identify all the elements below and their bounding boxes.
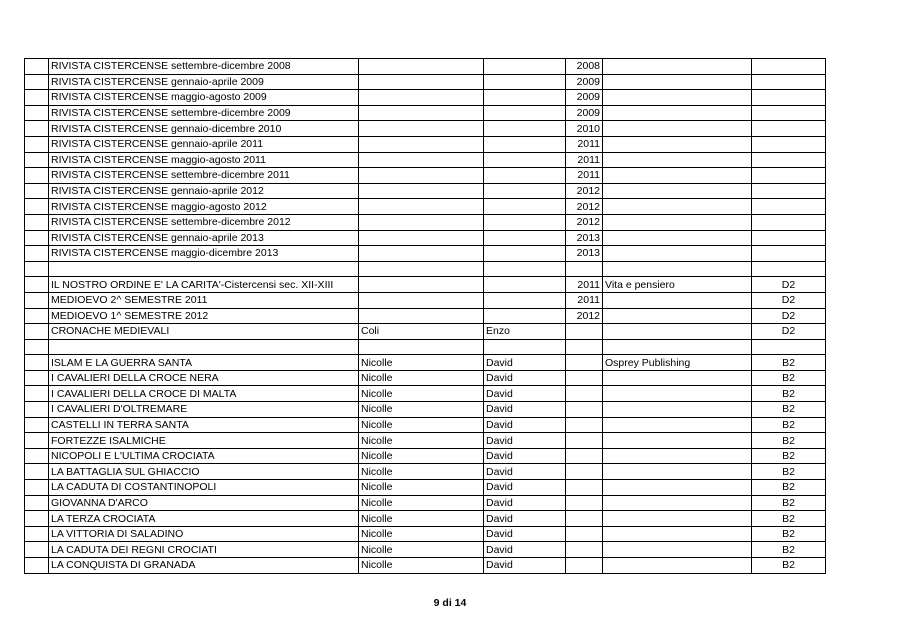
year-cell: 2011 — [566, 136, 603, 152]
title-cell: RIVISTA CISTERCENSE gennaio-aprile 2011 — [49, 136, 359, 152]
table-row — [25, 199, 826, 215]
location-cell: D2 — [752, 292, 826, 308]
publisher-cell — [603, 59, 752, 75]
year-cell: 2010 — [566, 121, 603, 137]
author-last-cell: Nicolle — [359, 495, 484, 511]
table-row — [25, 121, 826, 137]
author-first-cell — [484, 152, 566, 168]
author-first-cell: David — [484, 417, 566, 433]
title-cell: IL NOSTRO ORDINE E' LA CARITA'-Cistercensi sec. XII-XIII — [49, 277, 359, 293]
author-last-cell — [359, 105, 484, 121]
author-last-cell — [359, 230, 484, 246]
row-marker-cell — [25, 495, 49, 511]
year-cell: 2011 — [566, 168, 603, 184]
row-marker-cell — [25, 136, 49, 152]
table-row — [25, 230, 826, 246]
row-marker-cell — [25, 417, 49, 433]
author-first-cell — [484, 261, 566, 277]
publisher-cell — [603, 246, 752, 262]
title-cell: RIVISTA CISTERCENSE settembre-dicembre 2011 — [49, 168, 359, 184]
location-cell: B2 — [752, 542, 826, 558]
row-marker-cell — [25, 90, 49, 106]
year-cell — [566, 417, 603, 433]
row-marker-cell — [25, 542, 49, 558]
author-first-cell: David — [484, 480, 566, 496]
title-cell: MEDIOEVO 1^ SEMESTRE 2012 — [49, 308, 359, 324]
location-cell: D2 — [752, 324, 826, 340]
author-first-cell — [484, 308, 566, 324]
year-cell — [566, 324, 603, 340]
table-row — [25, 386, 826, 402]
table-row — [25, 292, 826, 308]
year-cell — [566, 355, 603, 371]
year-cell — [566, 464, 603, 480]
year-cell — [566, 370, 603, 386]
year-cell: 2013 — [566, 230, 603, 246]
author-last-cell — [359, 199, 484, 215]
publisher-cell — [603, 448, 752, 464]
location-cell: B2 — [752, 370, 826, 386]
year-cell: 2009 — [566, 105, 603, 121]
table-row — [25, 339, 826, 355]
author-last-cell — [359, 152, 484, 168]
table-row — [25, 542, 826, 558]
table-row — [25, 152, 826, 168]
publisher-cell — [603, 339, 752, 355]
row-marker-cell — [25, 433, 49, 449]
title-cell: RIVISTA CISTERCENSE maggio-dicembre 2013 — [49, 246, 359, 262]
author-last-cell: Nicolle — [359, 402, 484, 418]
location-cell: B2 — [752, 448, 826, 464]
table-row — [25, 90, 826, 106]
publisher-cell — [603, 292, 752, 308]
location-cell — [752, 214, 826, 230]
author-last-cell — [359, 74, 484, 90]
table-row — [25, 183, 826, 199]
table-row — [25, 324, 826, 340]
title-cell: RIVISTA CISTERCENSE maggio-agosto 2011 — [49, 152, 359, 168]
location-cell: D2 — [752, 277, 826, 293]
author-last-cell: Nicolle — [359, 480, 484, 496]
publisher-cell — [603, 542, 752, 558]
location-cell — [752, 121, 826, 137]
table-row — [25, 168, 826, 184]
row-marker-cell — [25, 292, 49, 308]
title-cell: LA BATTAGLIA SUL GHIACCIO — [49, 464, 359, 480]
title-cell: FORTEZZE ISALMICHE — [49, 433, 359, 449]
author-last-cell: Nicolle — [359, 464, 484, 480]
table-row — [25, 261, 826, 277]
author-first-cell — [484, 277, 566, 293]
author-last-cell: Nicolle — [359, 526, 484, 542]
table-row — [25, 511, 826, 527]
table-row — [25, 495, 826, 511]
author-first-cell — [484, 230, 566, 246]
author-first-cell: David — [484, 386, 566, 402]
table-row — [25, 433, 826, 449]
author-last-cell: Nicolle — [359, 511, 484, 527]
row-marker-cell — [25, 183, 49, 199]
author-first-cell — [484, 292, 566, 308]
title-cell — [49, 339, 359, 355]
title-cell: RIVISTA CISTERCENSE settembre-dicembre 2008 — [49, 59, 359, 75]
location-cell: B2 — [752, 526, 826, 542]
publisher-cell — [603, 214, 752, 230]
author-last-cell: Nicolle — [359, 448, 484, 464]
author-first-cell: David — [484, 511, 566, 527]
publisher-cell — [603, 183, 752, 199]
author-last-cell — [359, 59, 484, 75]
author-last-cell: Nicolle — [359, 355, 484, 371]
row-marker-cell — [25, 339, 49, 355]
year-cell: 2009 — [566, 74, 603, 90]
table-row — [25, 448, 826, 464]
author-first-cell: David — [484, 542, 566, 558]
author-first-cell: David — [484, 526, 566, 542]
author-last-cell — [359, 121, 484, 137]
author-last-cell: Nicolle — [359, 417, 484, 433]
author-first-cell — [484, 246, 566, 262]
row-marker-cell — [25, 246, 49, 262]
year-cell — [566, 511, 603, 527]
year-cell: 2013 — [566, 246, 603, 262]
table-row — [25, 74, 826, 90]
table-row — [25, 277, 826, 293]
year-cell — [566, 495, 603, 511]
year-cell: 2011 — [566, 277, 603, 293]
table-row — [25, 464, 826, 480]
publisher-cell — [603, 495, 752, 511]
author-first-cell: David — [484, 495, 566, 511]
location-cell: B2 — [752, 480, 826, 496]
row-marker-cell — [25, 277, 49, 293]
table-row — [25, 246, 826, 262]
location-cell: B2 — [752, 511, 826, 527]
author-last-cell — [359, 277, 484, 293]
year-cell — [566, 448, 603, 464]
title-cell: GIOVANNA D'ARCO — [49, 495, 359, 511]
location-cell — [752, 152, 826, 168]
row-marker-cell — [25, 168, 49, 184]
author-last-cell — [359, 292, 484, 308]
row-marker-cell — [25, 105, 49, 121]
author-first-cell — [484, 121, 566, 137]
author-last-cell — [359, 261, 484, 277]
location-cell: B2 — [752, 495, 826, 511]
year-cell: 2008 — [566, 59, 603, 75]
author-last-cell — [359, 339, 484, 355]
location-cell — [752, 261, 826, 277]
author-first-cell — [484, 339, 566, 355]
table-row — [25, 558, 826, 574]
row-marker-cell — [25, 526, 49, 542]
table-row — [25, 526, 826, 542]
title-cell: RIVISTA CISTERCENSE gennaio-aprile 2013 — [49, 230, 359, 246]
catalog-table — [24, 58, 826, 574]
title-cell: CASTELLI IN TERRA SANTA — [49, 417, 359, 433]
table-row — [25, 136, 826, 152]
publisher-cell: Vita e pensiero — [603, 277, 752, 293]
location-cell — [752, 59, 826, 75]
title-cell: RIVISTA CISTERCENSE settembre-dicembre 2012 — [49, 214, 359, 230]
publisher-cell — [603, 558, 752, 574]
year-cell: 2009 — [566, 90, 603, 106]
title-cell: MEDIOEVO 2^ SEMESTRE 2011 — [49, 292, 359, 308]
author-last-cell — [359, 214, 484, 230]
location-cell: B2 — [752, 464, 826, 480]
page-number: 9 di 14 — [433, 597, 467, 609]
location-cell — [752, 136, 826, 152]
title-cell: LA VITTORIA DI SALADINO — [49, 526, 359, 542]
author-first-cell — [484, 168, 566, 184]
publisher-cell — [603, 152, 752, 168]
title-cell: RIVISTA CISTERCENSE gennaio-aprile 2012 — [49, 183, 359, 199]
table-row — [25, 402, 826, 418]
author-last-cell — [359, 168, 484, 184]
row-marker-cell — [25, 230, 49, 246]
author-first-cell — [484, 74, 566, 90]
row-marker-cell — [25, 121, 49, 137]
publisher-cell — [603, 433, 752, 449]
author-first-cell — [484, 183, 566, 199]
year-cell — [566, 433, 603, 449]
author-last-cell — [359, 183, 484, 199]
year-cell: 2012 — [566, 199, 603, 215]
year-cell: 2012 — [566, 308, 603, 324]
location-cell — [752, 199, 826, 215]
row-marker-cell — [25, 386, 49, 402]
location-cell: B2 — [752, 386, 826, 402]
publisher-cell — [603, 136, 752, 152]
publisher-cell: Osprey Publishing — [603, 355, 752, 371]
title-cell: RIVISTA CISTERCENSE settembre-dicembre 2009 — [49, 105, 359, 121]
title-cell: RIVISTA CISTERCENSE maggio-agosto 2012 — [49, 199, 359, 215]
title-cell: RIVISTA CISTERCENSE maggio-agosto 2009 — [49, 90, 359, 106]
publisher-cell — [603, 261, 752, 277]
author-first-cell — [484, 59, 566, 75]
location-cell — [752, 246, 826, 262]
location-cell — [752, 339, 826, 355]
table-row — [25, 105, 826, 121]
year-cell: 2011 — [566, 292, 603, 308]
title-cell: ISLAM E LA GUERRA SANTA — [49, 355, 359, 371]
location-cell — [752, 105, 826, 121]
year-cell — [566, 542, 603, 558]
row-marker-cell — [25, 324, 49, 340]
publisher-cell — [603, 402, 752, 418]
author-last-cell: Nicolle — [359, 558, 484, 574]
author-last-cell: Nicolle — [359, 542, 484, 558]
location-cell — [752, 230, 826, 246]
title-cell: I CAVALIERI DELLA CROCE DI MALTA — [49, 386, 359, 402]
row-marker-cell — [25, 74, 49, 90]
year-cell: 2012 — [566, 183, 603, 199]
author-first-cell — [484, 214, 566, 230]
author-last-cell — [359, 90, 484, 106]
author-first-cell: David — [484, 370, 566, 386]
year-cell — [566, 339, 603, 355]
title-cell: I CAVALIERI DELLA CROCE NERA — [49, 370, 359, 386]
catalog-rows — [25, 59, 826, 574]
author-first-cell: David — [484, 448, 566, 464]
publisher-cell — [603, 74, 752, 90]
publisher-cell — [603, 464, 752, 480]
publisher-cell — [603, 308, 752, 324]
row-marker-cell — [25, 464, 49, 480]
row-marker-cell — [25, 511, 49, 527]
author-last-cell — [359, 246, 484, 262]
title-cell: LA CONQUISTA DI GRANADA — [49, 558, 359, 574]
publisher-cell — [603, 105, 752, 121]
author-last-cell — [359, 308, 484, 324]
publisher-cell — [603, 511, 752, 527]
table-row — [25, 214, 826, 230]
location-cell: B2 — [752, 558, 826, 574]
author-last-cell — [359, 136, 484, 152]
row-marker-cell — [25, 558, 49, 574]
row-marker-cell — [25, 308, 49, 324]
author-last-cell: Coli — [359, 324, 484, 340]
title-cell: LA CADUTA DI COSTANTINOPOLI — [49, 480, 359, 496]
table-row — [25, 59, 826, 75]
row-marker-cell — [25, 480, 49, 496]
row-marker-cell — [25, 370, 49, 386]
title-cell: LA CADUTA DEI REGNI CROCIATI — [49, 542, 359, 558]
location-cell: B2 — [752, 355, 826, 371]
author-last-cell: Nicolle — [359, 370, 484, 386]
author-first-cell: David — [484, 433, 566, 449]
title-cell: RIVISTA CISTERCENSE gennaio-dicembre 2010 — [49, 121, 359, 137]
location-cell: B2 — [752, 402, 826, 418]
location-cell — [752, 168, 826, 184]
table-row — [25, 308, 826, 324]
table-row — [25, 370, 826, 386]
location-cell — [752, 74, 826, 90]
publisher-cell — [603, 386, 752, 402]
location-cell: D2 — [752, 308, 826, 324]
author-last-cell: Nicolle — [359, 433, 484, 449]
publisher-cell — [603, 199, 752, 215]
publisher-cell — [603, 230, 752, 246]
publisher-cell — [603, 90, 752, 106]
location-cell — [752, 90, 826, 106]
title-cell — [49, 261, 359, 277]
publisher-cell — [603, 480, 752, 496]
title-cell: CRONACHE MEDIEVALI — [49, 324, 359, 340]
publisher-cell — [603, 121, 752, 137]
title-cell: I CAVALIERI D'OLTREMARE — [49, 402, 359, 418]
author-first-cell: David — [484, 464, 566, 480]
publisher-cell — [603, 526, 752, 542]
year-cell — [566, 526, 603, 542]
year-cell — [566, 261, 603, 277]
publisher-cell — [603, 370, 752, 386]
year-cell — [566, 558, 603, 574]
title-cell: LA TERZA CROCIATA — [49, 511, 359, 527]
row-marker-cell — [25, 448, 49, 464]
table-row — [25, 355, 826, 371]
year-cell — [566, 386, 603, 402]
year-cell: 2011 — [566, 152, 603, 168]
author-first-cell — [484, 105, 566, 121]
location-cell: B2 — [752, 417, 826, 433]
publisher-cell — [603, 417, 752, 433]
author-first-cell — [484, 199, 566, 215]
author-first-cell: David — [484, 402, 566, 418]
row-marker-cell — [25, 402, 49, 418]
location-cell — [752, 183, 826, 199]
row-marker-cell — [25, 261, 49, 277]
row-marker-cell — [25, 59, 49, 75]
table-row — [25, 480, 826, 496]
author-first-cell — [484, 136, 566, 152]
year-cell — [566, 402, 603, 418]
row-marker-cell — [25, 355, 49, 371]
publisher-cell — [603, 168, 752, 184]
author-first-cell — [484, 90, 566, 106]
year-cell — [566, 480, 603, 496]
row-marker-cell — [25, 199, 49, 215]
location-cell: B2 — [752, 433, 826, 449]
author-last-cell: Nicolle — [359, 386, 484, 402]
author-first-cell: David — [484, 355, 566, 371]
row-marker-cell — [25, 214, 49, 230]
row-marker-cell — [25, 152, 49, 168]
author-first-cell: Enzo — [484, 324, 566, 340]
title-cell: RIVISTA CISTERCENSE gennaio-aprile 2009 — [49, 74, 359, 90]
year-cell: 2012 — [566, 214, 603, 230]
table-row — [25, 417, 826, 433]
publisher-cell — [603, 324, 752, 340]
author-first-cell: David — [484, 558, 566, 574]
title-cell: NICOPOLI E L'ULTIMA CROCIATA — [49, 448, 359, 464]
